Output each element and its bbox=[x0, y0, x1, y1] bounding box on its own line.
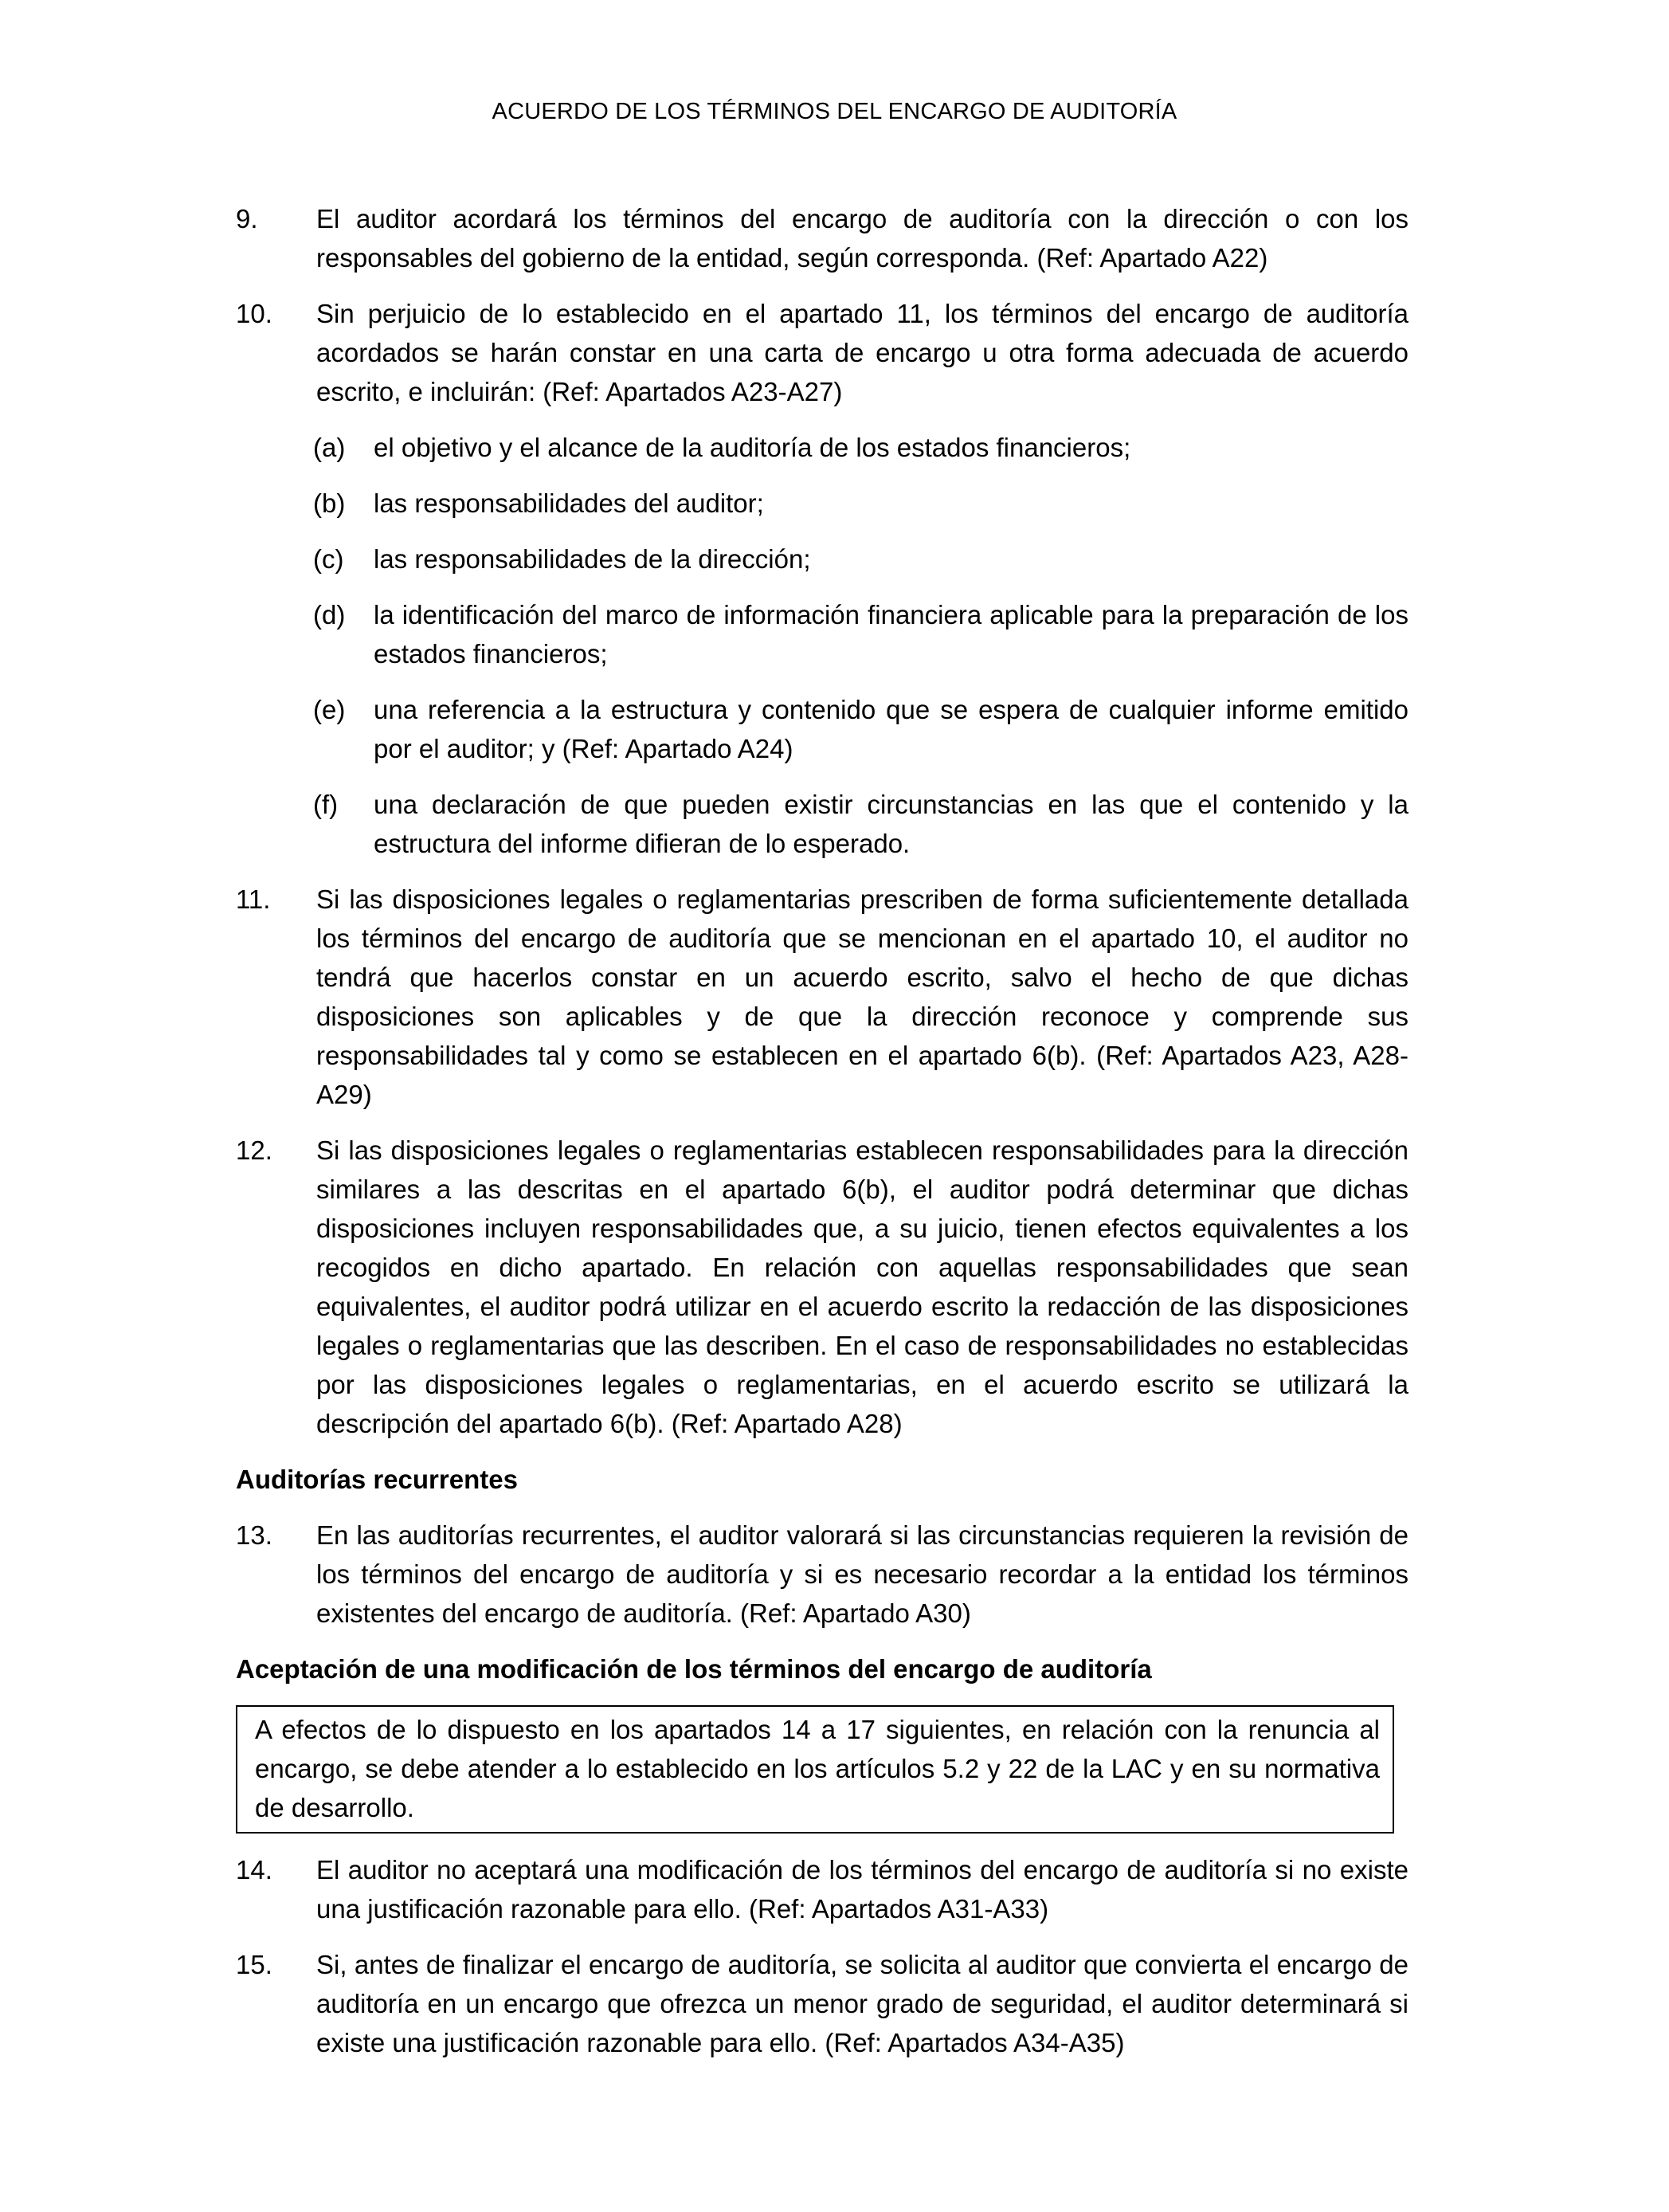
list-item-b bbox=[236, 484, 1408, 523]
list-item-f bbox=[236, 785, 1408, 863]
paragraph-number: 10. bbox=[236, 299, 272, 328]
section-heading-recurrentes: Auditorías recurrentes bbox=[236, 1465, 518, 1494]
list-item-label: (d) bbox=[313, 600, 346, 629]
list-item-d bbox=[236, 595, 1408, 673]
section-heading-modificacion: Aceptación de una modificación de los términos del encargo de auditoría bbox=[236, 1654, 1152, 1684]
paragraph-text: El auditor no aceptará una modificación de los términos del encargo de auditoría si no existe una justificación razonable para ello. (Ref: Apartados A31-A33) bbox=[316, 1855, 1408, 1924]
paragraph-14 bbox=[236, 1850, 1408, 1928]
paragraph-15 bbox=[236, 1945, 1408, 2062]
page-header: ACUERDO DE LOS TÉRMINOS DEL ENCARGO DE AUDITORÍA bbox=[492, 99, 1177, 124]
list-item-c bbox=[236, 539, 1408, 578]
list-item-e bbox=[236, 690, 1408, 768]
paragraph-number: 14. bbox=[236, 1855, 272, 1885]
list-item-a bbox=[236, 428, 1408, 467]
paragraph-9 bbox=[236, 199, 1408, 277]
list-item-label: (b) bbox=[313, 488, 346, 518]
list-item-text: una declaración de que pueden existir circunstancias en las que el contenido y la estructura del informe difieran de lo esperado. bbox=[374, 790, 1408, 858]
list-item-label: (e) bbox=[313, 695, 346, 724]
paragraph-text: En las auditorías recurrentes, el auditor valorará si las circunstancias requieren la revisión de los términos del encargo de auditoría y si es necesario recordar a la entidad los términos existentes del encargo de auditoría. (Ref: Apartado A30) bbox=[316, 1520, 1408, 1628]
list-item-text: las responsabilidades de la dirección; bbox=[374, 544, 811, 574]
paragraph-number: 15. bbox=[236, 1950, 272, 1979]
list-item-label: (c) bbox=[313, 544, 344, 574]
paragraph-number: 13. bbox=[236, 1520, 272, 1550]
paragraph-text: Si las disposiciones legales o reglamentarias prescriben de forma suficientemente detallada los términos del encargo de auditoría que se mencionan en el apartado 10, el auditor no tendrá que hacerlos constar en un acuerdo escrito, salvo el hecho de que dichas disposiciones son aplicables y de que la dirección reconoce y comprende sus responsabilidades tal y como se establecen en el apartado 6(b). (Ref: Apartados A23, A28-A29) bbox=[316, 884, 1408, 1109]
paragraph-number: 9. bbox=[236, 204, 258, 233]
paragraph-11 bbox=[236, 880, 1408, 1114]
list-item-text: una referencia a la estructura y contenido que se espera de cualquier informe emitido por el auditor; y (Ref: Apartado A24) bbox=[374, 695, 1408, 763]
paragraph-text: Si, antes de finalizar el encargo de auditoría, se solicita al auditor que convierta el encargo de auditoría en un encargo que ofrezca un menor grado de seguridad, el auditor determinará si existe una justificación razonable para ello. (Ref: Apartados A34-A35) bbox=[316, 1950, 1408, 2057]
list-item-text: la identificación del marco de información financiera aplicable para la preparación de los estados financieros; bbox=[374, 600, 1408, 669]
paragraph-text: El auditor acordará los términos del encargo de auditoría con la dirección o con los responsables del gobierno de la entidad, según corresponda. (Ref: Apartado A22) bbox=[316, 204, 1408, 273]
list-item-text: el objetivo y el alcance de la auditoría de los estados financieros; bbox=[374, 433, 1131, 462]
list-item-label: (f) bbox=[313, 790, 339, 819]
paragraph-12 bbox=[236, 1131, 1408, 1443]
document-body bbox=[236, 199, 1408, 2079]
paragraph-number: 11. bbox=[236, 884, 271, 914]
paragraph-text: Si las disposiciones legales o reglamentarias establecen responsabilidades para la dirección similares a las descritas en el apartado 6(b), el auditor podrá determinar que dichas disposiciones incluyen responsabilidades que, a su juicio, tienen efectos equivalentes a los recogidos en dicho apartado. En relación con aquellas responsabilidades que sean equivalentes, el auditor podrá utilizar en el acuerdo escrito la redacción de las disposiciones legales o reglamentarias que las describen. En el caso de responsabilidades no establecidas por las disposiciones legales o reglamentarias, en el acuerdo escrito se utilizará la descripción del apartado 6(b). (Ref: Apartado A28) bbox=[316, 1135, 1408, 1438]
paragraph-number: 12. bbox=[236, 1135, 272, 1165]
boxed-note: A efectos de lo dispuesto en los apartados 14 a 17 siguientes, en relación con la renuncia al encargo, se debe atender a lo establecido en los artículos 5.2 y 22 de la LAC y en su normativa de desarrollo. bbox=[236, 1705, 1394, 1834]
list-item-label: (a) bbox=[313, 433, 346, 462]
list-item-text: las responsabilidades del auditor; bbox=[374, 488, 764, 518]
paragraph-13 bbox=[236, 1516, 1408, 1633]
paragraph-10 bbox=[236, 294, 1408, 411]
paragraph-text: Sin perjuicio de lo establecido en el apartado 11, los términos del encargo de auditoría acordados se harán constar en una carta de encargo u otra forma adecuada de acuerdo escrito, e incluirán: (Ref: Apartados A23-A27) bbox=[316, 299, 1408, 406]
